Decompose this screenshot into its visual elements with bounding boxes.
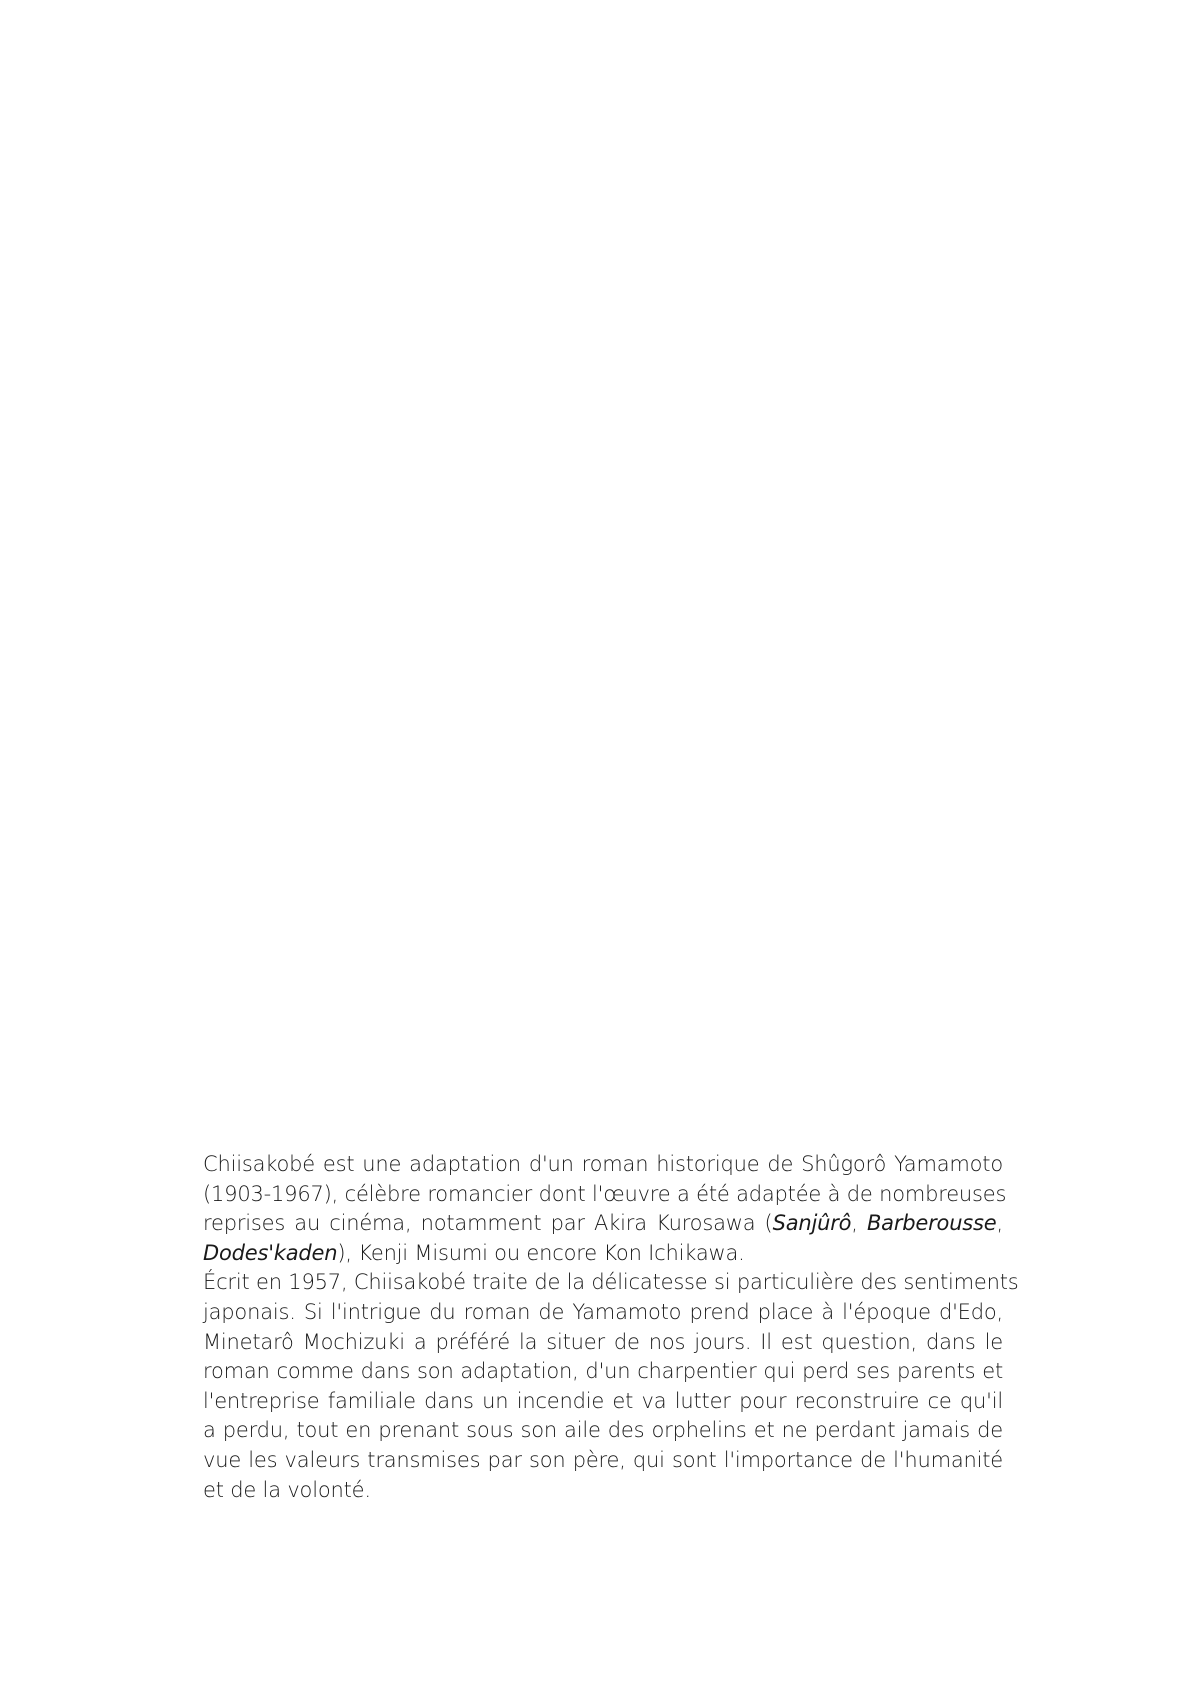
paragraph2-line7: vue les valeurs transmises par son père, qui sont l'importance de l'humanité	[203, 1447, 1003, 1472]
paragraph2-line3: Minetarô Mochizuki a préféré la situer de nos jours. Il est question, dans le	[203, 1329, 1003, 1354]
text-run: ,	[996, 1211, 1003, 1236]
colophon-text	[203, 1150, 1019, 1505]
paragraph2-line6: a perdu, tout en prenant sous son aile des orphelins et ne perdant jamais de	[203, 1418, 1003, 1443]
text-run: ), Kenji Misumi ou encore Kon Ichikawa.	[337, 1240, 745, 1265]
paragraph1-line1: Chiisakobé est une adaptation d'un roman historique de Shûgorô Yamamoto	[203, 1152, 1003, 1176]
paragraph2-line5: l'entreprise familiale dans un incendie et va lutter pour reconstruire ce qu'il	[203, 1388, 1003, 1413]
film-title-sanjuro: Sanjûrô	[772, 1211, 852, 1236]
paragraph1-line3	[203, 1209, 1003, 1239]
paragraph2-line8: et de la volonté.	[203, 1477, 371, 1502]
text-run: ,	[851, 1211, 867, 1236]
paragraph2-line2: japonais. Si l'intrigue du roman de Yamamoto prend place à l'époque d'Edo,	[203, 1299, 1003, 1324]
text-run: reprises au cinéma, notamment par Akira Kurosawa (	[203, 1211, 773, 1236]
paragraph2-line4: roman comme dans son adaptation, d'un charpentier qui perd ses parents et	[203, 1359, 1003, 1384]
film-title-barberousse: Barberousse	[866, 1211, 997, 1236]
paragraph1-line2: (1903-1967), célèbre romancier dont l'œuvre a été adaptée à de nombreuses	[203, 1181, 1007, 1206]
paragraph1-line4	[203, 1239, 1003, 1269]
film-title-dodeskaden: Dodes'kaden	[203, 1240, 338, 1265]
paragraph2-line1: Écrit en 1957, Chiisakobé traite de la délicatesse si particulière des sentiments	[203, 1270, 1019, 1295]
